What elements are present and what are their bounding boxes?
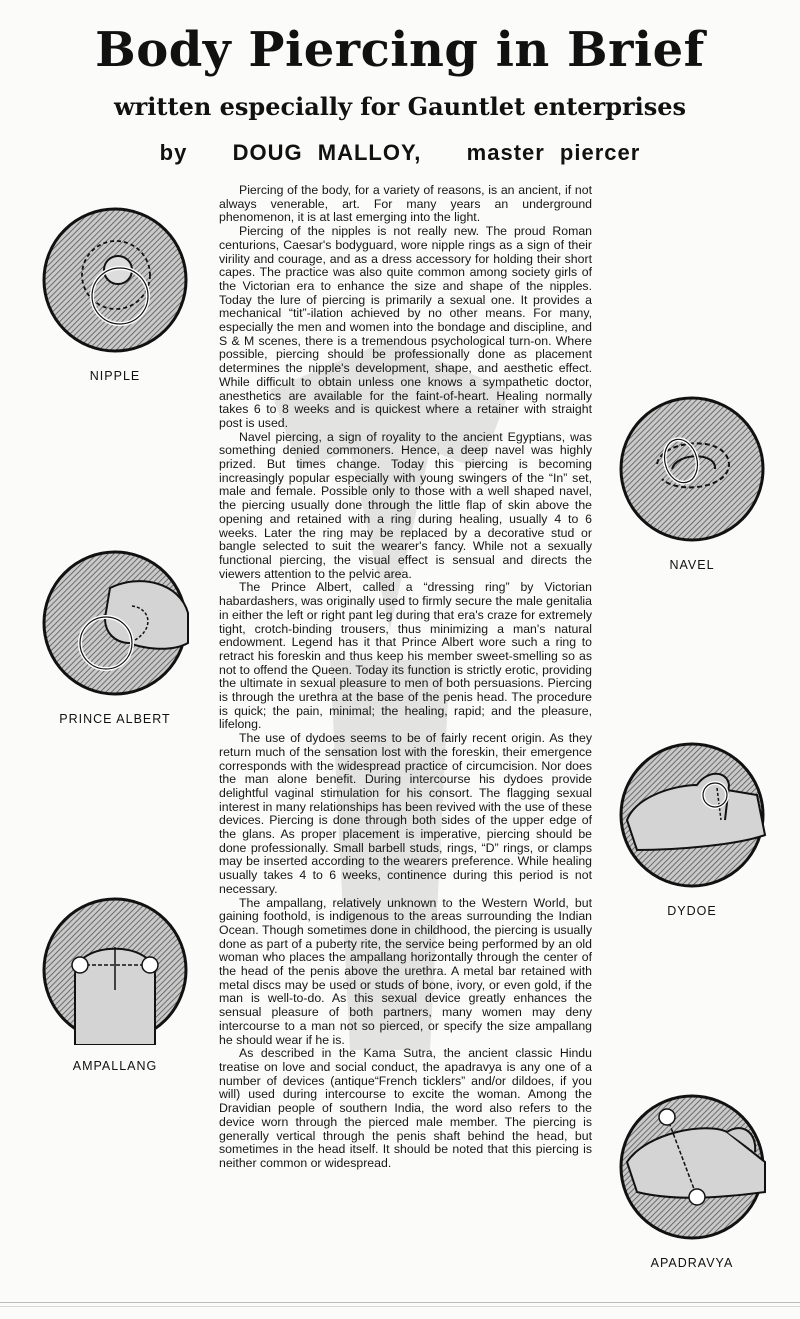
article-paragraph: Navel piercing, a sign of royality to the ancient Egyptians, was something denied commoners. Hence, a deep navel was highly prized. But times change. Today this piercing is becoming increasingly popular especially with young swingers of the “In” set, male and female. Possible only to those with a well shaped navel, the piercing usually done through the little flap of skin above the opening and retained with a ring during healing, usually 4 to 6 weeks. Later the ring may be replaced by a decorative stud or bangle selected to suit the wearer's fancy. While not a sexually functional piercing, the visual effect is sensual and directs the viewers attention to the pelvic area. [219,429,592,581]
bottom-rule-secondary [0,1306,800,1307]
figure-label-apadravya: APADRAVYA [650,1256,734,1270]
article-paragraph: As described in the Kama Sutra, the ancient classic Hindu treatise on love and social conduct, the apadravya is any one of a number of devices (antique“French ticklers” and/or dildoes, if you will) used during intercourse to excite the woman. Among the Dravidian people of southern India, the word also refers to the device worn through the pierced male member. The piercing is generally vertical through the penis shaft behind the head, but sometimes in the head itself. It should be noted that this piercing is neither common or widespread. [219,1046,592,1170]
prince-albert-illustration [40,548,190,698]
figure-apadravya [612,1092,772,1270]
ampallang-illustration [40,895,190,1045]
figure-label-navel: NAVEL [669,558,715,572]
figure-dydoe [612,740,772,918]
apadravya-illustration [617,1092,767,1242]
figure-ampallang [35,895,195,1073]
navel-illustration [617,394,767,544]
article-paragraph: Piercing of the nipples is not really new. The proud Roman centurions, Caesar's bodyguard, wore nipple rings as a sign of their virility and courage, and as a dress accessory for holding their short capes. The practice was also quite common among society girls of the Victorian era to enhance the size and shape of the nipples. Today the lure of piercing is primarily a sexual one. It provides a mechanical “tit”-ilation achieved by no other means. For many, especially the men and women into the bondage and discipline, and S & M scenes, there is a tremendous psychological turn-on. Where possible, piercing should be professionally done as placement determines the nipple's development, shape, and aesthetic effect. While difficult to obtain unless one knows a sympathetic doctor, anesthetics are available for the faint-of-heart. Healing normally takes 6 to 8 weeks and is quickest where a retainer with straight post is used. [219,224,592,430]
figure-navel [612,394,772,572]
figure-label-nipple: NIPPLE [89,369,141,383]
article-paragraph: Piercing of the body, for a variety of reasons, is an ancient, if not always venerable, art. For many years an underground phenomenon, it is at last emerging into the light. [219,184,592,225]
figure-label-dydoe: DYDOE [667,904,717,918]
figure-label-ampallang: AMPALLANG [72,1059,158,1073]
figure-prince-albert [35,548,195,726]
figure-label-prince-albert: PRINCE ALBERT [59,712,171,726]
page-subtitle: written especially for Gauntlet enterprises [113,92,687,121]
article-paragraph: The ampallang, relatively unknown to the Western World, but gaining foothold, is indigenous to the areas surrounding the Indian Ocean. Though sometimes done in childhood, the piercing is usually done as part of a puberty rite, the service being performed by an old woman who places the ampallang horizontally through the center of the head of the penis above the urethra. A metal bar retained with metal discs may be used or studs of bone, ivory, or even gold, if the man is well-to-do. As this sexual device greatly enhances the sensual pleasure of both partners, many women may deny intercourse to a man not so pierced, or specify the size ampallang he should wear if he is. [219,895,592,1047]
article-body [219,184,592,1274]
article-paragraph: The Prince Albert, called a “dressing ring” by Victorian habardashers, was originally used to firmly secure the male genitalia in either the left or right pant leg during that era's craze for extremely tight, crotch-binding trousers, thus minimizing a man's natural endowment. Legend has it that Prince Albert wore such a ring to retract his foreskin and thus keep his member sweet-smelling so as not to offend the Queen. Today its function is strictly erotic, providing the ultimate in sexual pleasure to men of both persuasions. Piercing is through the urethra at the base of the penis head. The procedure is quick; the pain, minimal; the healing, rapid; and the pleasure, lifelong. [219,580,592,732]
bottom-rule [0,1302,800,1303]
nipple-illustration [40,205,190,355]
figure-nipple [35,205,195,383]
author-byline: by DOUG MALLOY, master piercer [159,140,641,165]
article-paragraph: The use of dydoes seems to be of fairly recent origin. As they return much of the sensation lost with the foreskin, their emergence corresponds with the widespread practice of circumcision. Nor does the man alone benefit. During intercourse his dydoes provide delightful vaginal stimulation for his consort. The flagging sexual interest in many relationships has been revived with the use of these devices. Piercing is done through both sides of the upper edge of the glans. As proper placement is imperative, piercing should be done professionally. Small barbell studs, rings, “D” rings, or clamps may be inserted according to the wearers preference. While healing usually takes 4 to 6 weeks, continence during this period is not necessary. [219,731,592,896]
dydoe-illustration [617,740,767,890]
page-title: Body Piercing in Brief [95,22,705,78]
